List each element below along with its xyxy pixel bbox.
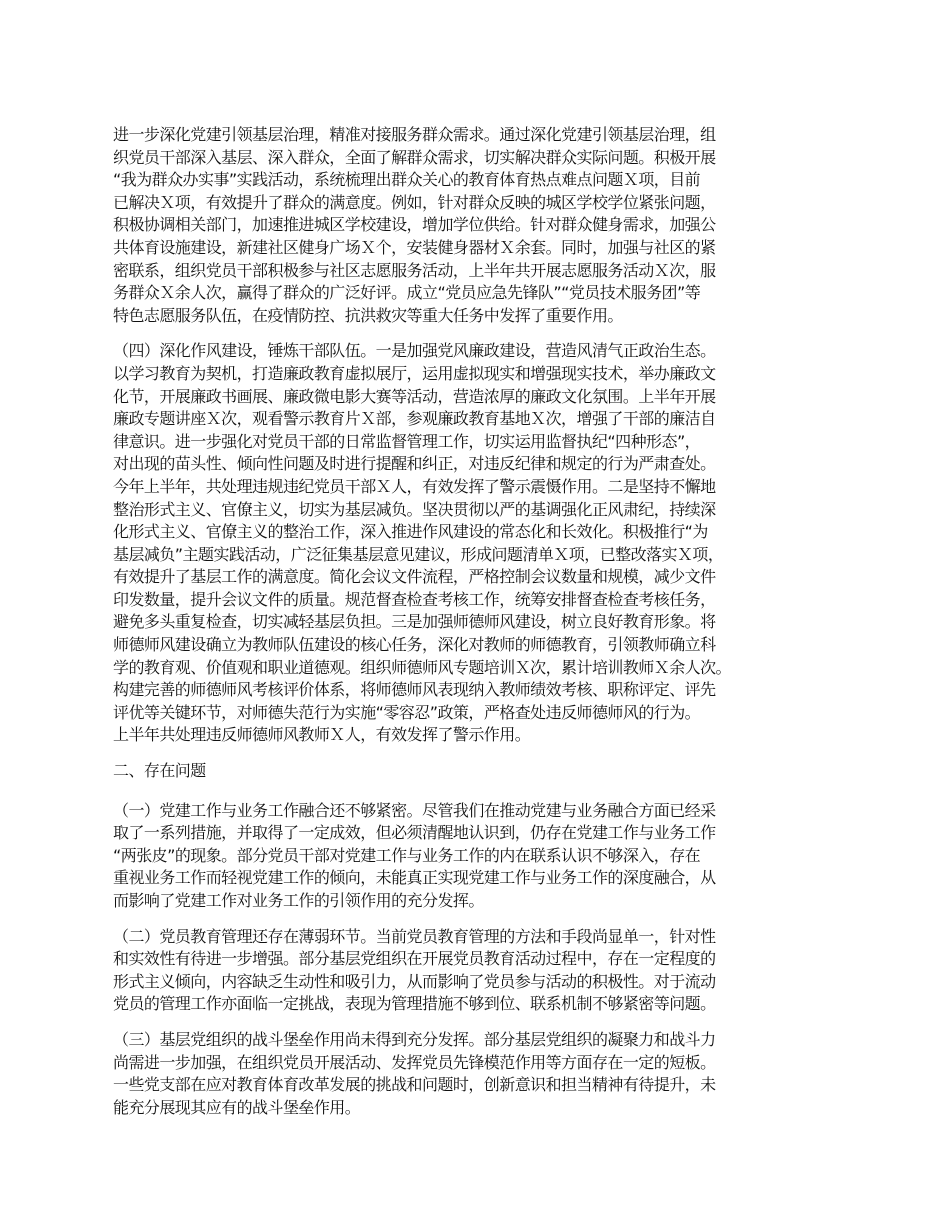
paragraph-problem-integration: [113, 800, 848, 913]
text-line: 构建完善的师德师风考核评价体系，将师德师风表现纳入教师绩效考核、职称评定、评先: [113, 680, 716, 700]
text-line: 一些党支部在应对教育体育改革发展的挑战和问题时，创新意识和担当精神有待提升，未: [113, 1075, 716, 1095]
text-line: “我为群众办实事”实践活动，系统梳理出群众关心的教育体育热点难点问题Ｘ项，目前: [113, 170, 701, 190]
text-line: （二）党员教育管理还存在薄弱环节。当前党员教育管理的方法和手段尚显单一，针对性: [113, 926, 716, 946]
text-line: 化节，开展廉政书画展、廉政微电影大赛等活动，营造浓厚的廉政文化氛围。上半年开展: [113, 386, 716, 406]
paragraph-problem-organization: [113, 1029, 848, 1119]
text-line: 能充分展现其应有的战斗堡垒作用。: [113, 1097, 361, 1117]
text-line: （四）深化作风建设，锤炼干部队伍。一是加强党风廉政建设，营造风清气正政治生态。: [113, 341, 716, 361]
text-line: 以学习教育为契机，打造廉政教育虚拟展厅，运用虚拟现实和增强现实技术，举办廉政文: [113, 363, 716, 383]
text-line: 共体育设施建设，新建社区健身广场Ｘ个，安装健身器材Ｘ余套。同时，加强与社区的紧: [113, 237, 716, 257]
text-line: 密联系，组织党员干部积极参与社区志愿服务活动，上半年共开展志愿服务活动Ｘ次，服: [113, 260, 716, 280]
paragraph-problem-education: [113, 926, 848, 1016]
section-heading-text: 二、存在问题: [113, 761, 206, 781]
paragraph-community-governance: [113, 124, 848, 327]
text-line: 形式主义倾向，内容缺乏生动性和吸引力，从而影响了党员参与活动的积极性。对于流动: [113, 971, 716, 991]
text-line: “两张皮”的现象。部分党员干部对党建工作与业务工作的内在联系认识不够深入，存在: [113, 845, 701, 865]
text-line: 和实效性有待进一步增强。部分基层党组织在开展党员教育活动过程中，存在一定程度的: [113, 949, 716, 969]
text-line: 今年上半年，共处理违规违纪党员干部Ｘ人，有效发挥了警示震慑作用。二是坚持不懈地: [113, 476, 716, 496]
text-line: （一）党建工作与业务工作融合还不够紧密。尽管我们在推动党建与业务融合方面已经采: [113, 800, 716, 820]
text-line: 基层减负”主题实践活动，广泛征集基层意见建议，形成问题清单Ｘ项，已整改落实Ｘ项，: [113, 544, 724, 564]
text-line: 进一步深化党建引领基层治理，精准对接服务群众需求。通过深化党建引领基层治理，组: [113, 125, 716, 144]
section-heading-problems: [113, 760, 848, 783]
text-line: 整治形式主义、官僚主义，切实为基层减负。坚决贯彻以严的基调强化正风肃纪，持续深: [113, 499, 716, 519]
text-line: 而影响了党建工作对业务工作的引领作用的充分发挥。: [113, 891, 484, 910]
text-line: 有效提升了基层工作的满意度。简化会议文件流程，严格控制会议数量和规模，减少文件: [113, 567, 716, 587]
text-line: 避免多头重复检查，切实减轻基层负担。三是加强师德师风建设，树立良好教育形象。将: [113, 612, 716, 632]
text-line: 印发数量，提升会议文件的质量。规范督查检查考核工作，统筹安排督查检查考核任务，: [113, 589, 716, 609]
text-line: 廉政专题讲座Ｘ次，观看警示教育片Ｘ部，参观廉政教育基地Ｘ次，增强了干部的廉洁自: [113, 409, 716, 429]
text-line: 特色志愿服务队伍，在疫情防控、抗洪救灾等重大任务中发挥了重要作用。: [113, 305, 623, 325]
text-line: 积极协调相关部门，加速推进城区学校建设，增加学位供给。针对群众健身需求，加强公: [113, 215, 716, 235]
document-page: [113, 124, 848, 1132]
text-line: （三）基层党组织的战斗堡垒作用尚未得到充分发挥。部分基层党组织的凝聚力和战斗力: [113, 1029, 716, 1049]
text-line: 党员的管理工作亦面临一定挑战，表现为管理措施不够到位、联系机制不够紧密等问题。: [113, 994, 716, 1014]
text-line: 师德师风建设确立为教师队伍建设的核心任务，深化对教师的师德教育，引领教师确立科: [113, 635, 716, 655]
text-line: 重视业务工作而轻视党建工作的倾向，未能真正实现党建工作与业务工作的深度融合，从: [113, 868, 716, 888]
text-line: 取了一系列措施，并取得了一定成效，但必须清醒地认识到，仍存在党建工作与业务工作: [113, 823, 716, 843]
text-line: 尚需进一步加强，在组织党员开展活动、发挥党员先锋模范作用等方面存在一定的短板。: [113, 1052, 716, 1072]
text-line: 上半年共处理违反师德师风教师Ｘ人，有效发挥了警示作用。: [113, 725, 531, 745]
text-line: 已解决Ｘ项，有效提升了群众的满意度。例如，针对群众反映的城区学校学位紧张问题，: [113, 192, 716, 212]
paragraph-work-style: [113, 340, 848, 747]
text-line: 律意识。进一步强化对党员干部的日常监督管理工作，切实运用监督执纪“四种形态”，: [113, 431, 701, 451]
text-line: 学的教育观、价值观和职业道德观。组织师德师风专题培训Ｘ次，累计培训教师Ｘ余人次。: [113, 657, 732, 677]
text-line: 织党员干部深入基层、深入群众，全面了解群众需求，切实解决群众实际问题。积极开展: [113, 147, 716, 167]
text-line: 评优等关键环节，对师德失范行为实施“零容忍”政策，严格查处违反师德师风的行为。: [113, 702, 701, 722]
text-line: 化形式主义、官僚主义的整治工作，深入推进作风建设的常态化和长效化。积极推行“为: [113, 522, 708, 542]
text-line: 务群众Ｘ余人次，赢得了群众的广泛好评。成立“党员应急先锋队”“党员技术服务团”等: [113, 283, 701, 303]
text-line: 对出现的苗头性、倾向性问题及时进行提醒和纠正，对违反纪律和规定的行为严肃查处。: [113, 454, 716, 474]
